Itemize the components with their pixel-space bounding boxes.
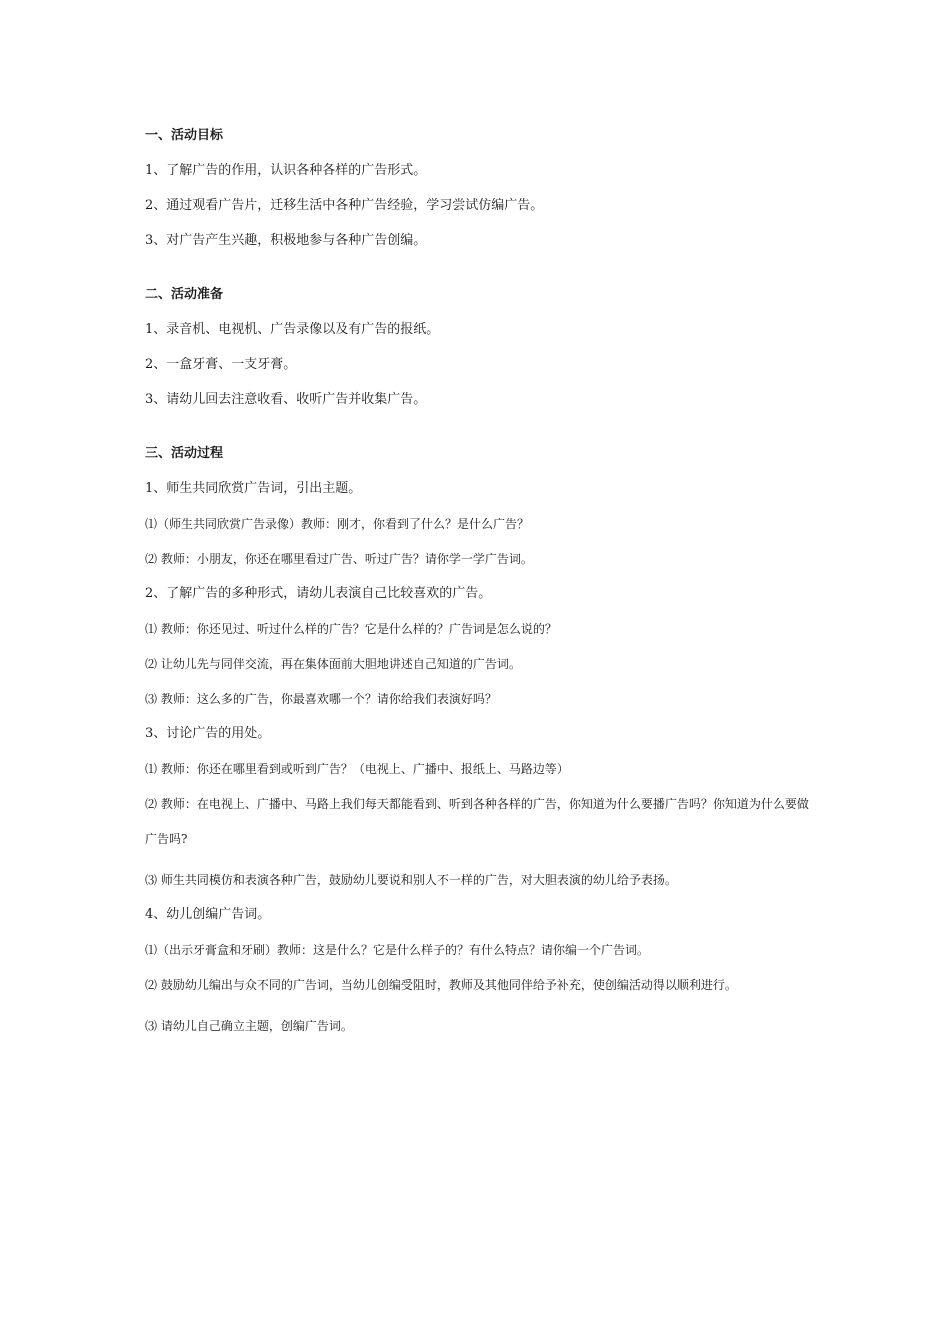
process-substep: ⑴ 教师：你还见过、听过什么样的广告？它是什么样的？广告词是怎么说的？: [145, 622, 557, 636]
section-heading-goals: 一、活动目标: [145, 128, 224, 143]
section-heading-preparation: 二、活动准备: [145, 287, 224, 302]
section-gap: [145, 423, 810, 442]
process-step: 3、讨论广告的用处。: [145, 726, 271, 741]
process-substep: ⑵ 鼓励幼儿编出与众不同的广告词，当幼儿创编受阻时，教师及其他同伴给予补充，使创编活动得以顺利进行。: [145, 978, 737, 992]
process-substep: ⑶ 师生共同模仿和表演各种广告，鼓励幼儿要说和别人不一样的广告，对大胆表演的幼儿给予表扬。: [145, 873, 677, 887]
process-substep: ⑴（师生共同欣赏广告录像）教师：刚才，你看到了什么？是什么广告？: [145, 517, 530, 531]
preparation-item: 2、一盒牙膏、一支牙膏。: [145, 357, 297, 372]
process-substep: ⑶ 请幼儿自己确立主题，创编广告词。: [145, 1019, 353, 1033]
section-heading-process: 三、活动过程: [145, 446, 224, 461]
process-step: 2、了解广告的多种形式，请幼儿表演自己比较喜欢的广告。: [145, 586, 492, 601]
goal-item: 3、对广告产生兴趣，积极地参与各种广告创编。: [145, 233, 427, 248]
process-step: 1、师生共同欣赏广告词，引出主题。: [145, 481, 362, 496]
process-substep: ⑵ 教师：小朋友，你还在哪里看过广告、听过广告？请你学一学广告词。: [145, 552, 533, 566]
document-body: [145, 124, 810, 1049]
preparation-item: 3、请幼儿回去注意收看、收听广告并收集广告。: [145, 392, 427, 407]
section-gap: [145, 264, 810, 283]
process-substep: ⑴（出示牙膏盒和牙刷）教师：这是什么？它是什么样子的？有什么特点？请你编一个广告词。: [145, 943, 650, 957]
goal-item: 1、了解广告的作用，认识各种各样的广告形式。: [145, 163, 427, 178]
process-substep: ⑶ 教师：这么多的广告，你最喜欢哪一个？请你给我们表演好吗？: [145, 692, 497, 706]
preparation-item: 1、录音机、电视机、广告录像以及有广告的报纸。: [145, 322, 440, 337]
process-substep: ⑵ 教师：在电视上、广播中、马路上我们每天都能看到、听到各种各样的广告，你知道为什么要播广告吗？你知道为什么要做广告吗?: [145, 797, 809, 846]
process-substep: ⑵ 让幼儿先与同伴交流，再在集体面前大胆地讲述自己知道的广告词。: [145, 657, 521, 671]
process-substep: ⑴ 教师：你还在哪里看到或听到广告？（电视上、广播中、报纸上、马路边等）: [145, 762, 569, 776]
process-step: 4、幼儿创编广告词。: [145, 907, 271, 922]
goal-item: 2、通过观看广告片，迁移生活中各种广告经验，学习尝试仿编广告。: [145, 198, 544, 213]
